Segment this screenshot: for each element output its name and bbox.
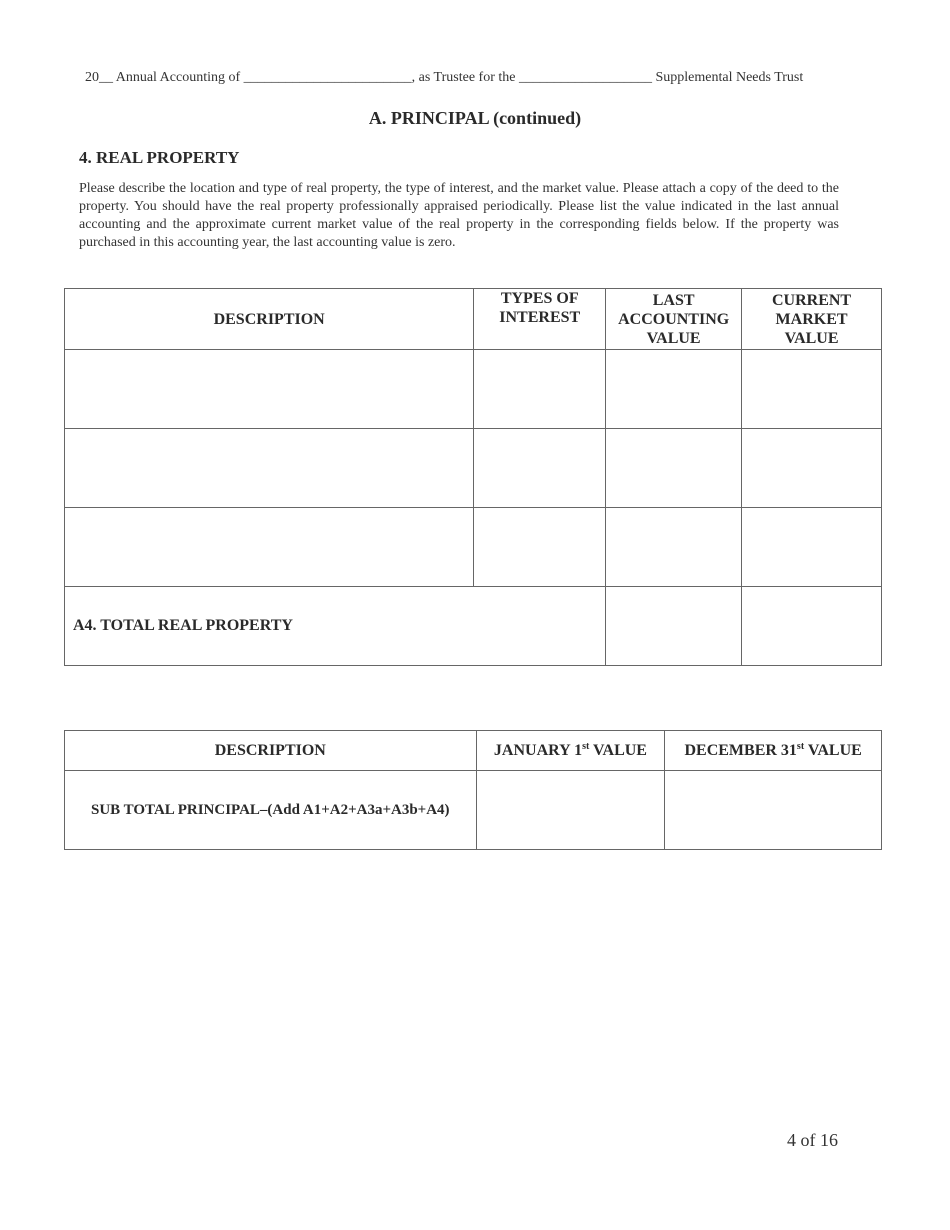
subtotal-principal-label: SUB TOTAL PRINCIPAL–(Add A1+A2+A3a+A3b+A4) <box>65 771 477 850</box>
current-market-value-cell[interactable] <box>742 429 882 508</box>
types-of-interest-cell[interactable] <box>474 429 606 508</box>
types-of-interest-cell[interactable] <box>474 350 606 429</box>
subtotal-principal-table <box>64 730 882 850</box>
total-row <box>65 587 882 666</box>
last-accounting-value-cell[interactable] <box>606 429 742 508</box>
total-last-accounting-value-cell[interactable] <box>606 587 742 666</box>
december-value-cell[interactable] <box>665 771 882 850</box>
total-current-market-value-cell[interactable] <box>742 587 882 666</box>
table-row <box>65 350 882 429</box>
column-header-types-of-interest: TYPES OF INTEREST <box>474 289 606 350</box>
column-header-description: DESCRIPTION <box>65 731 477 771</box>
subtotal-row <box>65 771 882 850</box>
last-accounting-value-cell[interactable] <box>606 350 742 429</box>
page-number: 4 of 16 <box>787 1130 838 1150</box>
column-header-last-accounting-value: LAST ACCOUNTING VALUE <box>606 289 742 350</box>
description-cell[interactable] <box>65 429 474 508</box>
table-row <box>65 429 882 508</box>
current-market-value-cell[interactable] <box>742 350 882 429</box>
types-of-interest-cell[interactable] <box>474 508 606 587</box>
january-value-cell[interactable] <box>476 771 665 850</box>
current-market-value-cell[interactable] <box>742 508 882 587</box>
column-header-january-value: JANUARY 1st VALUE <box>476 731 665 771</box>
subtotal-header-row <box>65 731 882 771</box>
description-cell[interactable] <box>65 350 474 429</box>
real-property-heading: 4. REAL PROPERTY <box>79 148 240 167</box>
column-header-december-value: DECEMBER 31st VALUE <box>665 731 882 771</box>
total-real-property-label: A4. TOTAL REAL PROPERTY <box>65 587 606 666</box>
column-header-current-market-value: CURRENT MARKET VALUE <box>742 289 882 350</box>
column-header-description: DESCRIPTION <box>65 289 474 350</box>
description-cell[interactable] <box>65 508 474 587</box>
real-property-instructions: Please describe the location and type of real property, the type of interest, and the market value. Please attach a copy of the deed to the property. You should have the real property professionally appraised periodically. Please list the value indicated in the last annual accounting and the approximate current market value of the real property in the corresponding fields below. If the property was purchased in this accounting year, the last accounting value is zero. <box>79 181 839 250</box>
section-title: A. PRINCIPAL (continued) <box>368 108 582 128</box>
table-header-row <box>65 289 882 350</box>
real-property-table <box>64 288 882 666</box>
last-accounting-value-cell[interactable] <box>606 508 742 587</box>
page-header: 20__ Annual Accounting of ________________________, as Trustee for the ___________________ Supplemental Needs Trust <box>85 70 804 85</box>
table-row <box>65 508 882 587</box>
